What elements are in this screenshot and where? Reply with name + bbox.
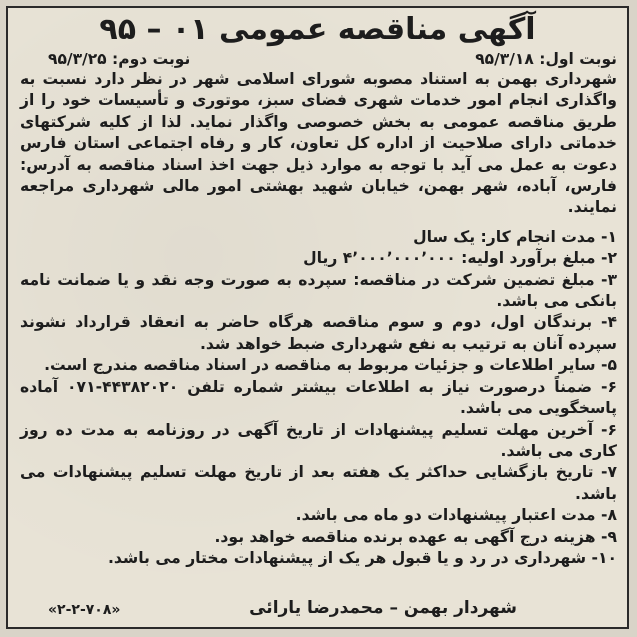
notice-title: آگهی مناقصه عمومی ۰۱ – ۹۵ — [99, 12, 536, 47]
publication-dates — [18, 49, 617, 69]
condition-item: ۵- سایر اطلاعات و جزئیات مربوط به مناقصه در اسناد مناقصه مندرج است. — [44, 356, 617, 375]
condition-item: ۴- برندگان اول، دوم و سوم مناقصه هرگاه حاضر به انعقاد قرارداد نشوند سپرده آنان به ترتیب به نفع شهرداری ضبط خواهد شد. — [20, 313, 617, 353]
tender-notice — [6, 6, 629, 629]
first-turn-date: نوبت اول: ۹۵/۳/۱۸ — [475, 50, 617, 68]
signature: شهردار بهمن – محمدرضا یارائی — [249, 598, 517, 618]
condition-item: ۷- تاریخ بازگشایی حداکثر یک هفته بعد از تاریخ مهلت تسلیم پیشنهادات می باشد. — [20, 463, 617, 503]
condition-item: ۳- مبلغ تضمین شرکت در مناقصه: سپرده به صورت وجه نقد و یا ضمانت نامه بانکی می باشد. — [20, 270, 617, 311]
condition-item: ۲- مبلغ برآورد اولیه: ۴٬۰۰۰٬۰۰۰٬۰۰۰ ریال — [303, 249, 617, 268]
notice-intro: شهرداری بهمن به استناد مصوبه شورای اسلامی شهر در نظر دارد نسبت به واگذاری انجام امور خدمات شهری فضای سبز، موتوری و تأسیسات خود را از طریق مناقصه عمومی به بخش خصوصی واگذار نماید. لذا از کلیه شرکتهای خدماتی دارای صلاحیت از اداره کل تعاون، کار و رفاه اجتماعی استان فارس دعوت به عمل می آید با توجه به موارد ذیل جهت اخذ اسناد مناقصه به آدرس: فارس، آباده، شهر بهمن، خیابان شهید بهشتی امور مالی شهرداری مراجعه نمایند. — [20, 70, 617, 217]
conditions-list — [20, 227, 617, 570]
condition-item: ۱۰- شهرداری در رد و یا قبول هر یک از پیشنهادات مختار می باشد. — [107, 548, 617, 567]
second-turn-date: نوبت دوم: ۹۵/۳/۲۵ — [48, 50, 191, 68]
notice-code: «۲-۲-۷۰۸» — [48, 602, 121, 618]
condition-item: ۶- ضمناً درصورت نیاز به اطلاعات بیشتر شماره تلفن ۴۴۳۸۲۰۲۰-۰۷۱ آماده پاسخگویی می باشد. — [20, 377, 617, 418]
notice-body — [20, 69, 617, 569]
condition-item: ۸- مدت اعتبار پیشنهادات دو ماه می باشد. — [295, 506, 617, 525]
condition-item: ۱- مدت انجام کار: یک سال — [413, 227, 617, 246]
condition-item: ۹- هزینه درج آگهی به عهده برنده مناقصه خواهد بود. — [214, 527, 617, 546]
condition-item: ۶- آخرین مهلت تسلیم پیشنهادات از تاریخ آگهی در روزنامه به مدت ده روز کاری می باشد. — [20, 420, 617, 460]
